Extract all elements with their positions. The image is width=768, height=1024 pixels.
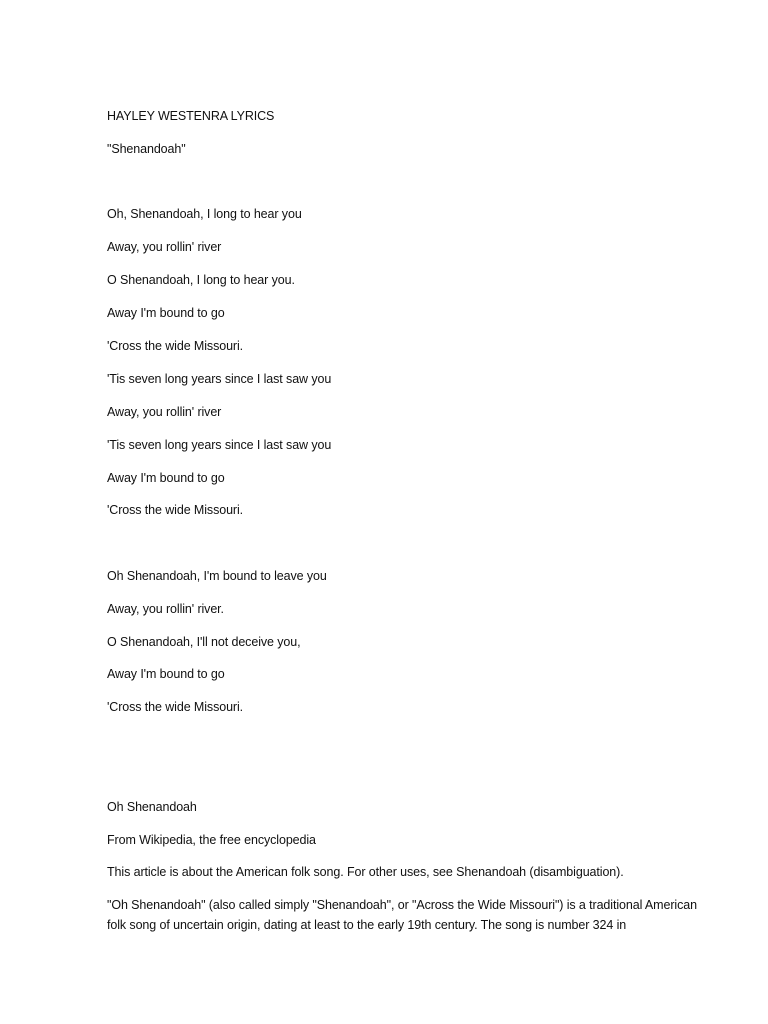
- lyric-line: Oh Shenandoah, I'm bound to leave you: [107, 569, 327, 583]
- lyric-line: 'Tis seven long years since I last saw you: [107, 438, 332, 452]
- document-heading: HAYLEY WESTENRA LYRICS: [107, 109, 275, 123]
- lyric-line: 'Cross the wide Missouri.: [107, 503, 244, 517]
- article-hatnote: This article is about the American folk song. For other uses, see Shenandoah (disambiguation).: [107, 865, 624, 879]
- lyric-line: O Shenandoah, I long to hear you.: [107, 273, 295, 287]
- lyric-line: 'Cross the wide Missouri.: [107, 700, 244, 714]
- lyric-line: Away, you rollin' river.: [107, 602, 224, 616]
- article-intro: "Oh Shenandoah" (also called simply "Shenandoah", or "Across the Wide Missouri") is a traditional American folk song of uncertain origin, dating at least to the early 19th century. The song is number 324 in: [107, 898, 697, 932]
- lyric-line: 'Tis seven long years since I last saw you: [107, 372, 332, 386]
- lyric-line: Away, you rollin' river: [107, 240, 222, 254]
- lyric-line: Away, you rollin' river: [107, 405, 222, 419]
- article-title: Oh Shenandoah: [107, 800, 197, 814]
- song-title: "Shenandoah": [107, 142, 186, 156]
- lyric-line: Away I'm bound to go: [107, 667, 225, 681]
- lyric-line: Away I'm bound to go: [107, 471, 225, 485]
- lyric-line: 'Cross the wide Missouri.: [107, 339, 244, 353]
- lyric-line: Oh, Shenandoah, I long to hear you: [107, 207, 302, 221]
- article-source: From Wikipedia, the free encyclopedia: [107, 833, 316, 847]
- lyric-line: O Shenandoah, I'll not deceive you,: [107, 635, 301, 649]
- lyric-line: Away I'm bound to go: [107, 306, 225, 320]
